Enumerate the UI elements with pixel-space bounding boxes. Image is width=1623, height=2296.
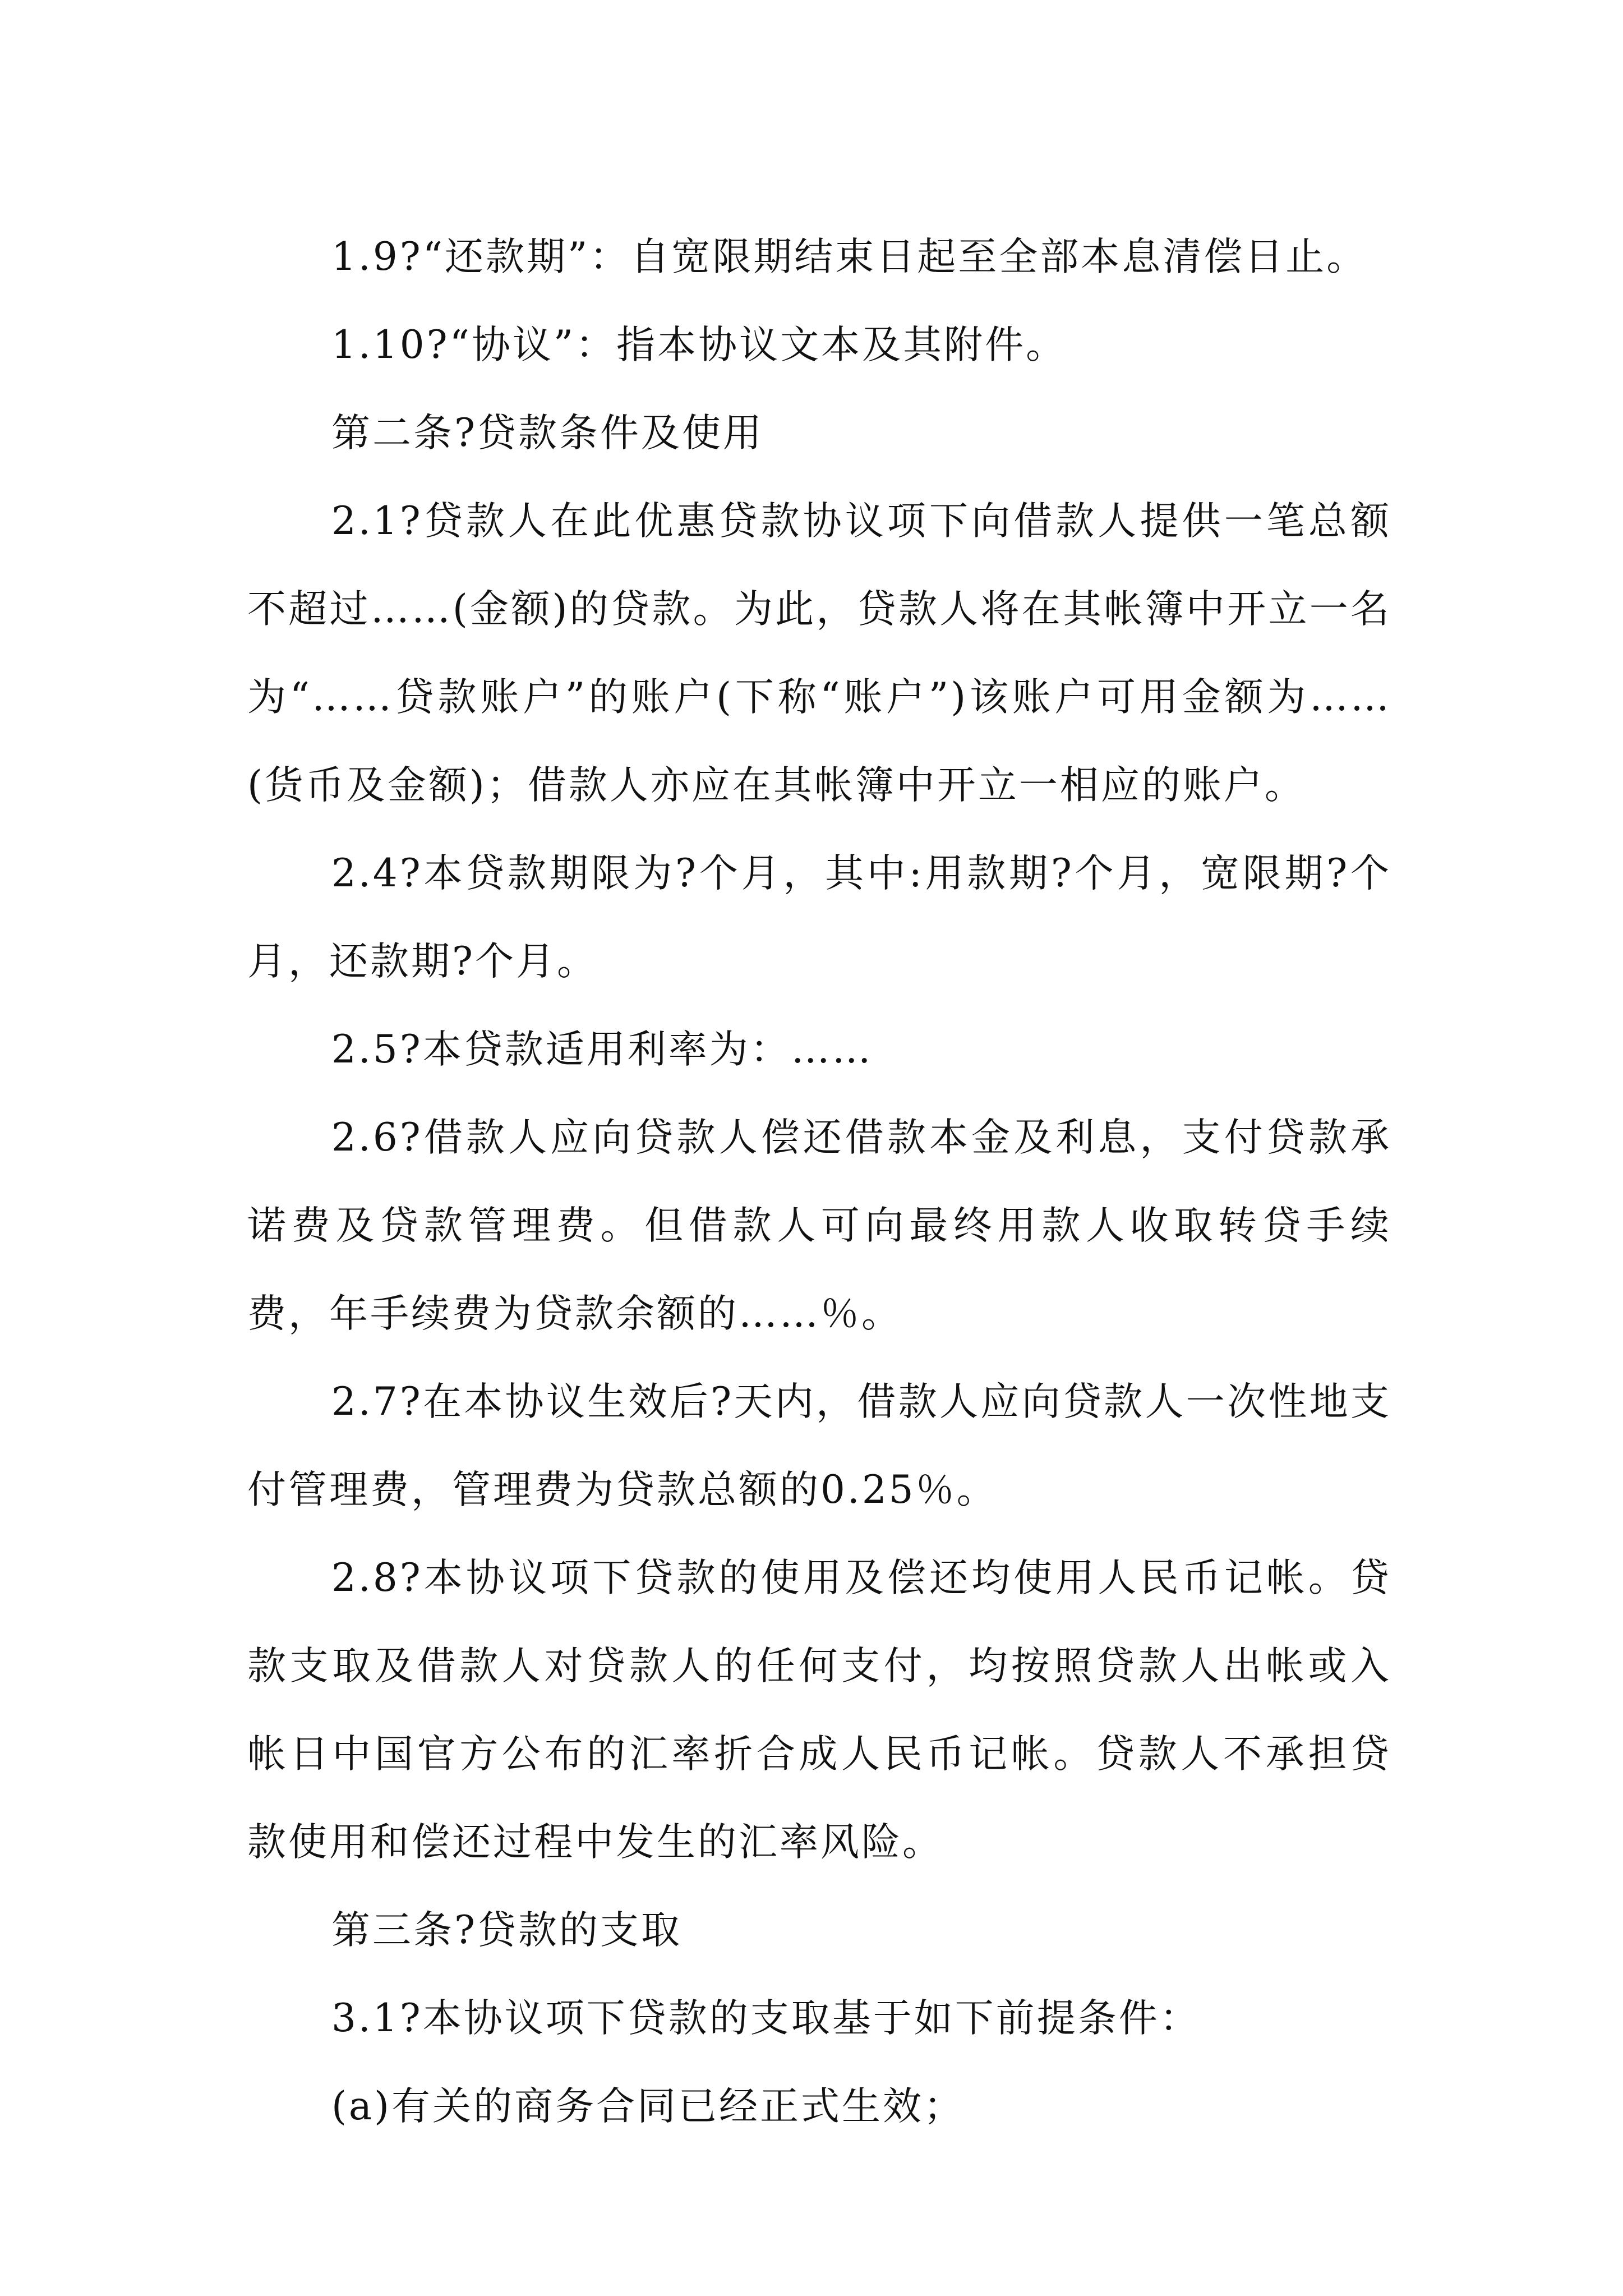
clause-3-1-a: (a)有关的商务合同已经正式生效； [331, 2084, 965, 2129]
article-3-heading: 第三条?贷款的支取 [331, 1908, 682, 1953]
article-2-heading: 第二条?贷款条件及使用 [331, 411, 764, 455]
clause-1-10: 1.10?“协议”：指本协议文本及其附件。 [331, 323, 1067, 367]
clause-2-1: 2.1?贷款人在此优惠贷款协议项下向借款人提供一笔总额不超过……(金额)的贷款。为此，贷款人将在其帐簿中开立一名为“……贷款账户”的账户(下称“账户”)该账户可用金额为……(货币及金额)；借款人亦应在其帐簿中开立一相应的账户。 [247, 499, 1391, 808]
clause-2-5: 2.5?本贷款适用利率为：…… [331, 1027, 873, 1072]
clause-2-8: 2.8?本协议项下贷款的使用及偿还均使用人民币记帐。贷款支取及借款人对贷款人的任何支付，均按照贷款人出帐或入帐日中国官方公布的汇率折合成人民币记帐。贷款人不承担贷款使用和偿还过程中发生的汇率风险。 [247, 1556, 1391, 1865]
document-body [247, 213, 1391, 2151]
clause-2-4: 2.4?本贷款期限为?个月，其中:用款期?个月，宽限期?个月，还款期?个月。 [247, 851, 1391, 984]
clause-2-7: 2.7?在本协议生效后?天内，借款人应向贷款人一次性地支付管理费，管理费为贷款总额的0.25％。 [247, 1379, 1391, 1512]
clause-3-1: 3.1?本协议项下贷款的支取基于如下前提条件： [331, 1996, 1201, 2041]
clause-2-6: 2.6?借款人应向贷款人偿还借款本金及利息，支付贷款承诺费及贷款管理费。但借款人可向最终用款人收取转贷手续费，年手续费为贷款余额的……％。 [247, 1115, 1391, 1336]
clause-1-9: 1.9?“还款期”：自宽限期结束日起至全部本息清偿日止。 [331, 234, 1368, 279]
